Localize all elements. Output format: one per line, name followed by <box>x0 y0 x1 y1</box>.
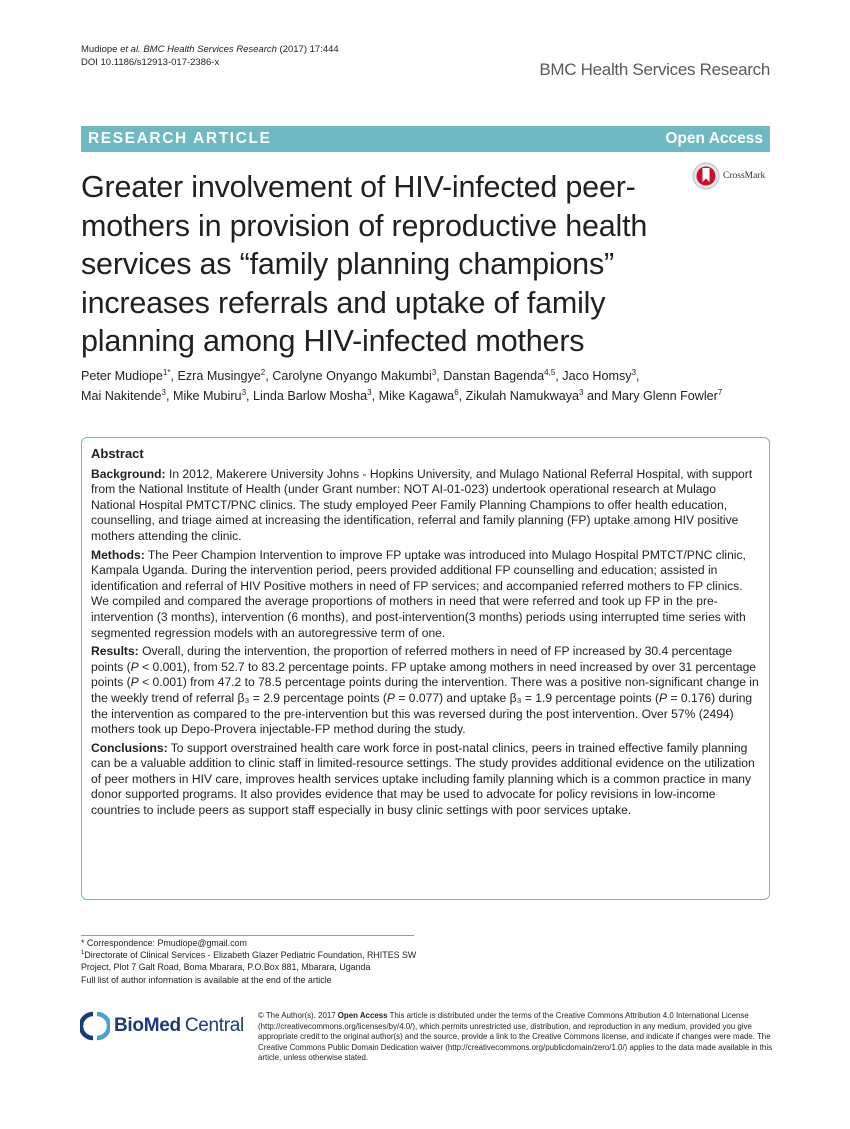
author-entry <box>253 389 379 403</box>
author-affiliation-mark: 3 <box>241 387 247 397</box>
author-name: Zikulah Namukwaya <box>465 388 580 403</box>
affiliation-mark: 1 <box>81 950 85 957</box>
author-name: Ezra Musingye <box>177 369 261 383</box>
author-separator: , <box>265 369 273 383</box>
author-entry <box>81 389 173 403</box>
author-name: Carolyne Onyango Makumbi <box>272 369 432 383</box>
methods-label: Methods: <box>91 547 145 562</box>
conclusions-label: Conclusions: <box>91 740 168 755</box>
author-entry <box>177 369 272 383</box>
author-affiliation-mark: 4,5 <box>544 367 556 377</box>
methods-text: The Peer Champion Intervention to improve FP uptake was introduced into Mulago Hospital PMTCT/PNC clinic, Kampala Uganda. During the intervention period, peers provided additional FP counselling and education; assisted in identification and referral of HIV Positive mothers in need of FP services; and accompanied referred mothers to FP clinics. We compiled and compared the average proportions of mothers in need that were referred and took up FP in the pre-intervention (3 months), intervention (6 months), and post-intervention(3 months) periods using interrupted time series with segmented regression models with an autoregressive term of one. <box>91 547 746 640</box>
abstract-results <box>91 644 760 738</box>
citation-volume: (2017) 17:444 <box>279 44 339 55</box>
citation-header <box>81 43 339 69</box>
author-entry <box>272 369 443 383</box>
author-affiliation-mark: 7 <box>717 387 723 397</box>
author-affiliation-mark: 3 <box>431 367 437 377</box>
author-entry <box>466 389 612 403</box>
affiliation-text: Directorate of Clinical Services - Elizabeth Glazer Pediatric Foundation, RHITES SW Project, Plot 7 Galt Road, Boma Mbarara, P.O.Box 881, Mbarara, Uganda <box>81 950 417 973</box>
author-name: Mike Mubiru <box>172 388 242 403</box>
correspondence: * Correspondence: Pmudiope@gmail.com <box>81 938 247 948</box>
author-entry <box>379 389 466 403</box>
author-separator: , <box>436 369 444 383</box>
author-list <box>81 367 781 406</box>
author-entry <box>173 389 253 403</box>
abstract-box <box>81 437 770 900</box>
author-affiliation-mark: 3 <box>367 387 372 397</box>
publisher-logo <box>80 1011 244 1041</box>
crossmark-badge[interactable] <box>692 162 765 190</box>
author-entry <box>562 369 639 383</box>
logo-biomed: BioMed <box>114 1015 181 1036</box>
abstract-background <box>91 467 760 545</box>
author-separator: , <box>458 388 466 403</box>
author-name: Peter Mudiope <box>81 369 163 383</box>
background-text: In 2012, Makerere University Johns - Hopkins University, and Mulago National Referral Hospital, with support from the National Institute of Health (under Grant number: NOT AI-01-023) undertook operational research at Mulago National Hospital PMTCT/PNC clinics. The study employed Peer Family Planning Champions to offer health education, counselling, and triage aimed at increasing the identification, referral and family planning (FP) uptake among HIV positive mothers attending the clinic. <box>91 466 753 543</box>
abstract-heading: Abstract <box>91 446 144 461</box>
citation-author: Mudiope <box>81 44 118 55</box>
author-affiliation-mark: 3 <box>631 367 637 377</box>
footnote-divider <box>81 935 414 936</box>
author-entry <box>81 369 177 383</box>
results-label: Results: <box>91 644 139 659</box>
abstract-conclusions <box>91 741 760 819</box>
abstract-methods <box>91 548 760 642</box>
author-affiliation-mark: 3 <box>161 387 166 397</box>
author-affiliation-mark: 2 <box>260 367 266 377</box>
copyright: © The Author(s). 2017 <box>258 1011 338 1020</box>
license-text <box>258 1011 778 1064</box>
license-open-access: Open Access <box>337 1011 388 1020</box>
author-separator: , <box>636 369 640 383</box>
results-text: Overall, during the intervention, the proportion of referred mothers in need of FP increased by 30.4 percentage points (P < 0.001), from 52.7 to 83.2 percentage points. FP uptake among mothers in need increased by over 31 percentage points (P < 0.001) from 47.2 to 78.5 percentage points during the intervention. There was a positive non-significant change in the weekly trend of referral β₃ = 2.9 percentage points (P = 0.077) and uptake β₃ = 1.9 percentage points (P = 0.176) during the intervention as compared to the pre-intervention but this was reversed during the post intervention. Over 57% (2494) mothers took up Depo-Provera injectable-FP method during the study. <box>91 644 759 737</box>
full-author-info: Full list of author information is available at the end of the article <box>81 974 332 985</box>
author-separator: , <box>165 388 173 403</box>
biomed-central-logo-icon <box>80 1011 110 1041</box>
author-affiliation-mark: 1* <box>162 367 171 377</box>
background-label: Background: <box>91 466 166 481</box>
author-separator: , <box>555 369 563 383</box>
crossmark-icon <box>692 162 720 190</box>
journal-name: BMC Health Services Research <box>539 60 770 79</box>
citation-journal: et al. BMC Health Services Research <box>120 44 277 55</box>
author-affiliation-mark: 3 <box>579 387 584 397</box>
author-name: Mike Kagawa <box>378 388 455 403</box>
conclusions-text: To support overstrained health care work force in post-natal clinics, peers in trained effective family planning can be a valuable addition to clinic staff in limited-resource settings. The study provides additional evidence on the utilization of peer mothers in HIV care, improves health services uptake including family planning which is a common practice in many donor supported programs. It also provides evidence that may be used to advocate for policy revisions in low-income countries to include peers as support staff especially in busy clinic settings with poor services uptake. <box>91 740 755 818</box>
author-separator: and <box>583 388 612 403</box>
affiliation <box>81 949 421 973</box>
author-name: Linda Barlow Mosha <box>253 388 368 403</box>
article-type: RESEARCH ARTICLE <box>88 130 272 147</box>
author-name: Mai Nakitende <box>81 388 162 403</box>
author-name: Mary Glenn Fowler <box>611 388 718 403</box>
footnotes <box>81 937 421 986</box>
open-access-label: Open Access <box>665 130 763 147</box>
crossmark-label: CrossMark <box>723 171 766 181</box>
author-separator: , <box>246 388 254 403</box>
author-affiliation-mark: 6 <box>454 387 459 397</box>
author-separator: , <box>371 388 379 403</box>
article-type-banner <box>81 126 770 152</box>
author-entry <box>612 389 723 403</box>
logo-central: Central <box>184 1015 244 1036</box>
author-name: Jaco Homsy <box>562 369 632 383</box>
license-body: This article is distributed under the terms of the Creative Commons Attribution 4.0 International License (http://creativecommons.org/licenses/by/4.0/), which permits unrestricted use, distribution, and reproduction in any medium, provided you give appropriate credit to the original author(s) and the source, provide a link to the Creative Commons license, and indicate if changes were made. The Creative Commons Public Domain Dedication waiver (http://creativecommons.org/publicdomain/zero/1.0/) applies to the data made available in this article, unless otherwise stated. <box>258 1011 773 1063</box>
author-entry <box>443 369 562 383</box>
doi: DOI 10.1186/s12913-017-2386-x <box>81 57 220 68</box>
author-name: Danstan Bagenda <box>443 369 545 383</box>
author-separator: , <box>170 369 178 383</box>
article-title: Greater involvement of HIV-infected peer-mothers in provision of reproductive health services as “family planning champions” increases referrals and uptake of family planning among HIV-infected mothers <box>81 170 648 358</box>
